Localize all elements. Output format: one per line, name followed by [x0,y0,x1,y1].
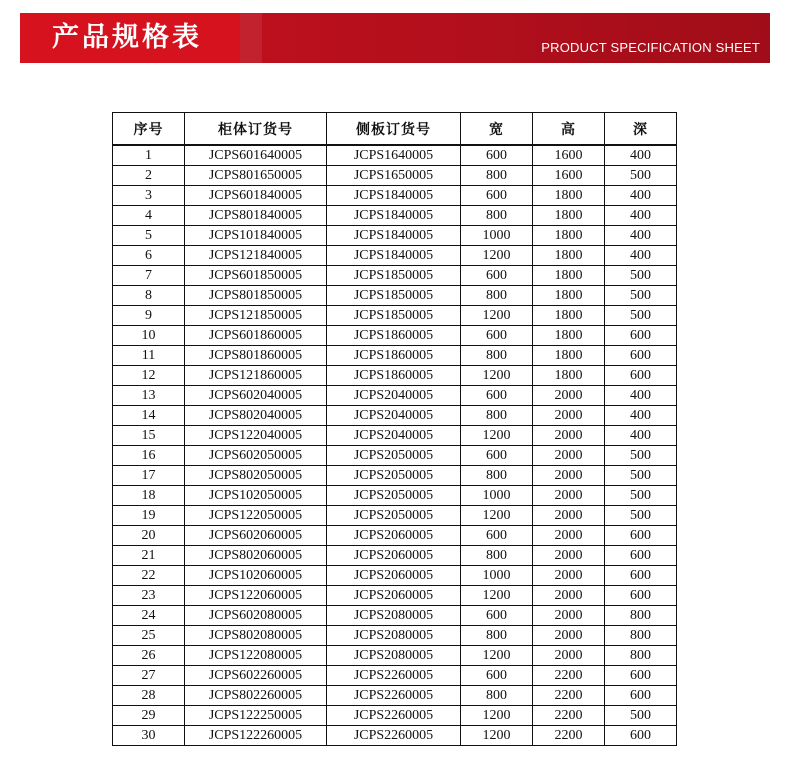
cell-index: 13 [113,386,185,406]
cell-cabinet-code: JCPS802040005 [185,406,327,426]
table-row [113,266,677,286]
cell-sidepanel-code: JCPS2080005 [327,606,461,626]
cell-depth: 600 [605,546,677,566]
cell-height: 1600 [533,166,605,186]
cell-cabinet-code: JCPS122080005 [185,646,327,666]
cell-cabinet-code: JCPS802260005 [185,686,327,706]
cell-height: 2000 [533,406,605,426]
table-row [113,586,677,606]
cell-cabinet-code: JCPS801840005 [185,206,327,226]
cell-sidepanel-code: JCPS2050005 [327,506,461,526]
cell-index: 21 [113,546,185,566]
cell-cabinet-code: JCPS601640005 [185,145,327,166]
cell-cabinet-code: JCPS121840005 [185,246,327,266]
cell-depth: 500 [605,166,677,186]
cell-depth: 600 [605,666,677,686]
cell-depth: 500 [605,466,677,486]
cell-cabinet-code: JCPS801650005 [185,166,327,186]
cell-cabinet-code: JCPS121850005 [185,306,327,326]
cell-index: 11 [113,346,185,366]
cell-width: 600 [461,186,533,206]
table-body [113,145,677,746]
cell-depth: 400 [605,426,677,446]
cell-cabinet-code: JCPS802050005 [185,466,327,486]
cell-depth: 500 [605,446,677,466]
cell-depth: 600 [605,686,677,706]
cell-sidepanel-code: JCPS1850005 [327,306,461,326]
cell-index: 26 [113,646,185,666]
cell-width: 1200 [461,726,533,746]
cell-width: 600 [461,526,533,546]
cell-depth: 500 [605,306,677,326]
cell-sidepanel-code: JCPS2260005 [327,706,461,726]
cell-cabinet-code: JCPS602040005 [185,386,327,406]
cell-width: 800 [461,346,533,366]
cell-height: 2000 [533,466,605,486]
cell-width: 800 [461,546,533,566]
cell-width: 600 [461,666,533,686]
cell-height: 2000 [533,486,605,506]
table-row [113,306,677,326]
table-row [113,166,677,186]
cell-cabinet-code: JCPS121860005 [185,366,327,386]
table-header-row [113,113,677,146]
cell-depth: 500 [605,506,677,526]
cell-height: 2000 [533,546,605,566]
cell-depth: 600 [605,366,677,386]
table-row [113,226,677,246]
table-row [113,466,677,486]
col-header-index: 序号 [113,113,185,146]
cell-sidepanel-code: JCPS2040005 [327,426,461,446]
cell-sidepanel-code: JCPS2080005 [327,646,461,666]
cell-depth: 400 [605,186,677,206]
cell-height: 2000 [533,526,605,546]
cell-height: 2000 [533,446,605,466]
cell-sidepanel-code: JCPS1840005 [327,246,461,266]
cell-width: 1000 [461,566,533,586]
cell-depth: 500 [605,706,677,726]
cell-index: 19 [113,506,185,526]
cell-sidepanel-code: JCPS1840005 [327,186,461,206]
cell-height: 1800 [533,266,605,286]
cell-cabinet-code: JCPS101840005 [185,226,327,246]
cell-width: 600 [461,446,533,466]
cell-index: 9 [113,306,185,326]
cell-height: 1800 [533,206,605,226]
cell-sidepanel-code: JCPS1840005 [327,226,461,246]
table-row [113,546,677,566]
page-subtitle: PRODUCT SPECIFICATION SHEET [541,40,760,55]
cell-depth: 500 [605,266,677,286]
cell-width: 800 [461,626,533,646]
cell-width: 800 [461,286,533,306]
cell-sidepanel-code: JCPS2040005 [327,386,461,406]
cell-width: 1200 [461,646,533,666]
cell-index: 22 [113,566,185,586]
col-header-height: 高 [533,113,605,146]
cell-index: 27 [113,666,185,686]
cell-index: 29 [113,706,185,726]
cell-index: 30 [113,726,185,746]
table-row [113,186,677,206]
col-header-sidepanel-code: 侧板订货号 [327,113,461,146]
cell-width: 600 [461,145,533,166]
header-banner [20,13,770,63]
table-row [113,326,677,346]
page-title: 产品规格表 [52,22,202,53]
cell-index: 7 [113,266,185,286]
cell-cabinet-code: JCPS102050005 [185,486,327,506]
table-row [113,486,677,506]
cell-width: 800 [461,166,533,186]
table-row [113,606,677,626]
cell-width: 1000 [461,226,533,246]
cell-width: 600 [461,266,533,286]
col-header-cabinet-code: 柜体订货号 [185,113,327,146]
table-row [113,566,677,586]
cell-index: 23 [113,586,185,606]
cell-depth: 800 [605,606,677,626]
cell-cabinet-code: JCPS602050005 [185,446,327,466]
cell-height: 1800 [533,326,605,346]
cell-sidepanel-code: JCPS2260005 [327,686,461,706]
cell-width: 1200 [461,306,533,326]
cell-width: 1200 [461,366,533,386]
table-row [113,726,677,746]
cell-sidepanel-code: JCPS2050005 [327,466,461,486]
cell-sidepanel-code: JCPS2260005 [327,666,461,686]
cell-cabinet-code: JCPS122250005 [185,706,327,726]
cell-depth: 600 [605,526,677,546]
cell-sidepanel-code: JCPS1860005 [327,366,461,386]
cell-sidepanel-code: JCPS1840005 [327,206,461,226]
col-header-width: 宽 [461,113,533,146]
cell-cabinet-code: JCPS602060005 [185,526,327,546]
cell-depth: 500 [605,486,677,506]
cell-depth: 600 [605,326,677,346]
col-header-depth: 深 [605,113,677,146]
table-row [113,686,677,706]
cell-height: 2000 [533,626,605,646]
cell-height: 1800 [533,186,605,206]
cell-width: 600 [461,606,533,626]
cell-sidepanel-code: JCPS1860005 [327,326,461,346]
cell-height: 2200 [533,686,605,706]
table-row [113,206,677,226]
cell-height: 2000 [533,506,605,526]
cell-height: 2200 [533,706,605,726]
cell-depth: 500 [605,286,677,306]
cell-sidepanel-code: JCPS2040005 [327,406,461,426]
cell-width: 800 [461,206,533,226]
cell-height: 2000 [533,386,605,406]
cell-sidepanel-code: JCPS2050005 [327,446,461,466]
cell-sidepanel-code: JCPS2060005 [327,526,461,546]
table-row [113,406,677,426]
cell-depth: 600 [605,346,677,366]
cell-index: 15 [113,426,185,446]
banner-divider [240,13,262,63]
cell-height: 1800 [533,226,605,246]
table-row [113,286,677,306]
cell-cabinet-code: JCPS601840005 [185,186,327,206]
cell-index: 5 [113,226,185,246]
cell-index: 8 [113,286,185,306]
cell-height: 2200 [533,666,605,686]
cell-depth: 400 [605,386,677,406]
cell-cabinet-code: JCPS122040005 [185,426,327,446]
table-row [113,706,677,726]
cell-sidepanel-code: JCPS2060005 [327,546,461,566]
table-row [113,646,677,666]
cell-index: 12 [113,366,185,386]
cell-sidepanel-code: JCPS1850005 [327,286,461,306]
cell-depth: 600 [605,566,677,586]
cell-index: 1 [113,145,185,166]
table-row [113,526,677,546]
spec-table [112,112,677,746]
cell-sidepanel-code: JCPS1640005 [327,145,461,166]
cell-width: 1200 [461,426,533,446]
cell-index: 16 [113,446,185,466]
cell-width: 1200 [461,246,533,266]
cell-height: 2000 [533,586,605,606]
cell-depth: 400 [605,226,677,246]
cell-index: 4 [113,206,185,226]
cell-width: 1200 [461,506,533,526]
cell-cabinet-code: JCPS801850005 [185,286,327,306]
cell-height: 1600 [533,145,605,166]
cell-cabinet-code: JCPS802080005 [185,626,327,646]
cell-cabinet-code: JCPS801860005 [185,346,327,366]
cell-height: 1800 [533,306,605,326]
cell-depth: 400 [605,246,677,266]
table-row [113,246,677,266]
cell-sidepanel-code: JCPS2060005 [327,566,461,586]
cell-cabinet-code: JCPS102060005 [185,566,327,586]
table-row [113,145,677,166]
cell-height: 2000 [533,646,605,666]
cell-cabinet-code: JCPS122050005 [185,506,327,526]
cell-sidepanel-code: JCPS2060005 [327,586,461,606]
cell-index: 25 [113,626,185,646]
cell-depth: 600 [605,726,677,746]
cell-index: 28 [113,686,185,706]
cell-sidepanel-code: JCPS1860005 [327,346,461,366]
cell-height: 1800 [533,346,605,366]
cell-height: 1800 [533,286,605,306]
cell-width: 1200 [461,706,533,726]
cell-height: 2000 [533,606,605,626]
cell-depth: 800 [605,626,677,646]
table-row [113,386,677,406]
cell-index: 18 [113,486,185,506]
cell-width: 600 [461,326,533,346]
cell-depth: 600 [605,586,677,606]
cell-sidepanel-code: JCPS2050005 [327,486,461,506]
table-row [113,626,677,646]
cell-cabinet-code: JCPS601850005 [185,266,327,286]
cell-height: 1800 [533,366,605,386]
cell-index: 24 [113,606,185,626]
table-row [113,506,677,526]
table-row [113,446,677,466]
cell-index: 17 [113,466,185,486]
cell-width: 1200 [461,586,533,606]
cell-cabinet-code: JCPS802060005 [185,546,327,566]
cell-cabinet-code: JCPS602260005 [185,666,327,686]
cell-depth: 400 [605,206,677,226]
table-row [113,426,677,446]
cell-sidepanel-code: JCPS1650005 [327,166,461,186]
cell-depth: 400 [605,145,677,166]
cell-width: 800 [461,406,533,426]
cell-index: 14 [113,406,185,426]
cell-height: 2000 [533,426,605,446]
cell-width: 1000 [461,486,533,506]
cell-height: 1800 [533,246,605,266]
cell-cabinet-code: JCPS122260005 [185,726,327,746]
table-row [113,366,677,386]
cell-index: 3 [113,186,185,206]
cell-sidepanel-code: JCPS2260005 [327,726,461,746]
cell-sidepanel-code: JCPS2080005 [327,626,461,646]
cell-height: 2000 [533,566,605,586]
cell-width: 600 [461,386,533,406]
cell-width: 800 [461,466,533,486]
table-row [113,666,677,686]
cell-depth: 400 [605,406,677,426]
cell-index: 2 [113,166,185,186]
cell-sidepanel-code: JCPS1850005 [327,266,461,286]
cell-index: 6 [113,246,185,266]
cell-index: 10 [113,326,185,346]
cell-height: 2200 [533,726,605,746]
table-row [113,346,677,366]
cell-width: 800 [461,686,533,706]
cell-index: 20 [113,526,185,546]
cell-cabinet-code: JCPS602080005 [185,606,327,626]
cell-depth: 800 [605,646,677,666]
cell-cabinet-code: JCPS122060005 [185,586,327,606]
cell-cabinet-code: JCPS601860005 [185,326,327,346]
